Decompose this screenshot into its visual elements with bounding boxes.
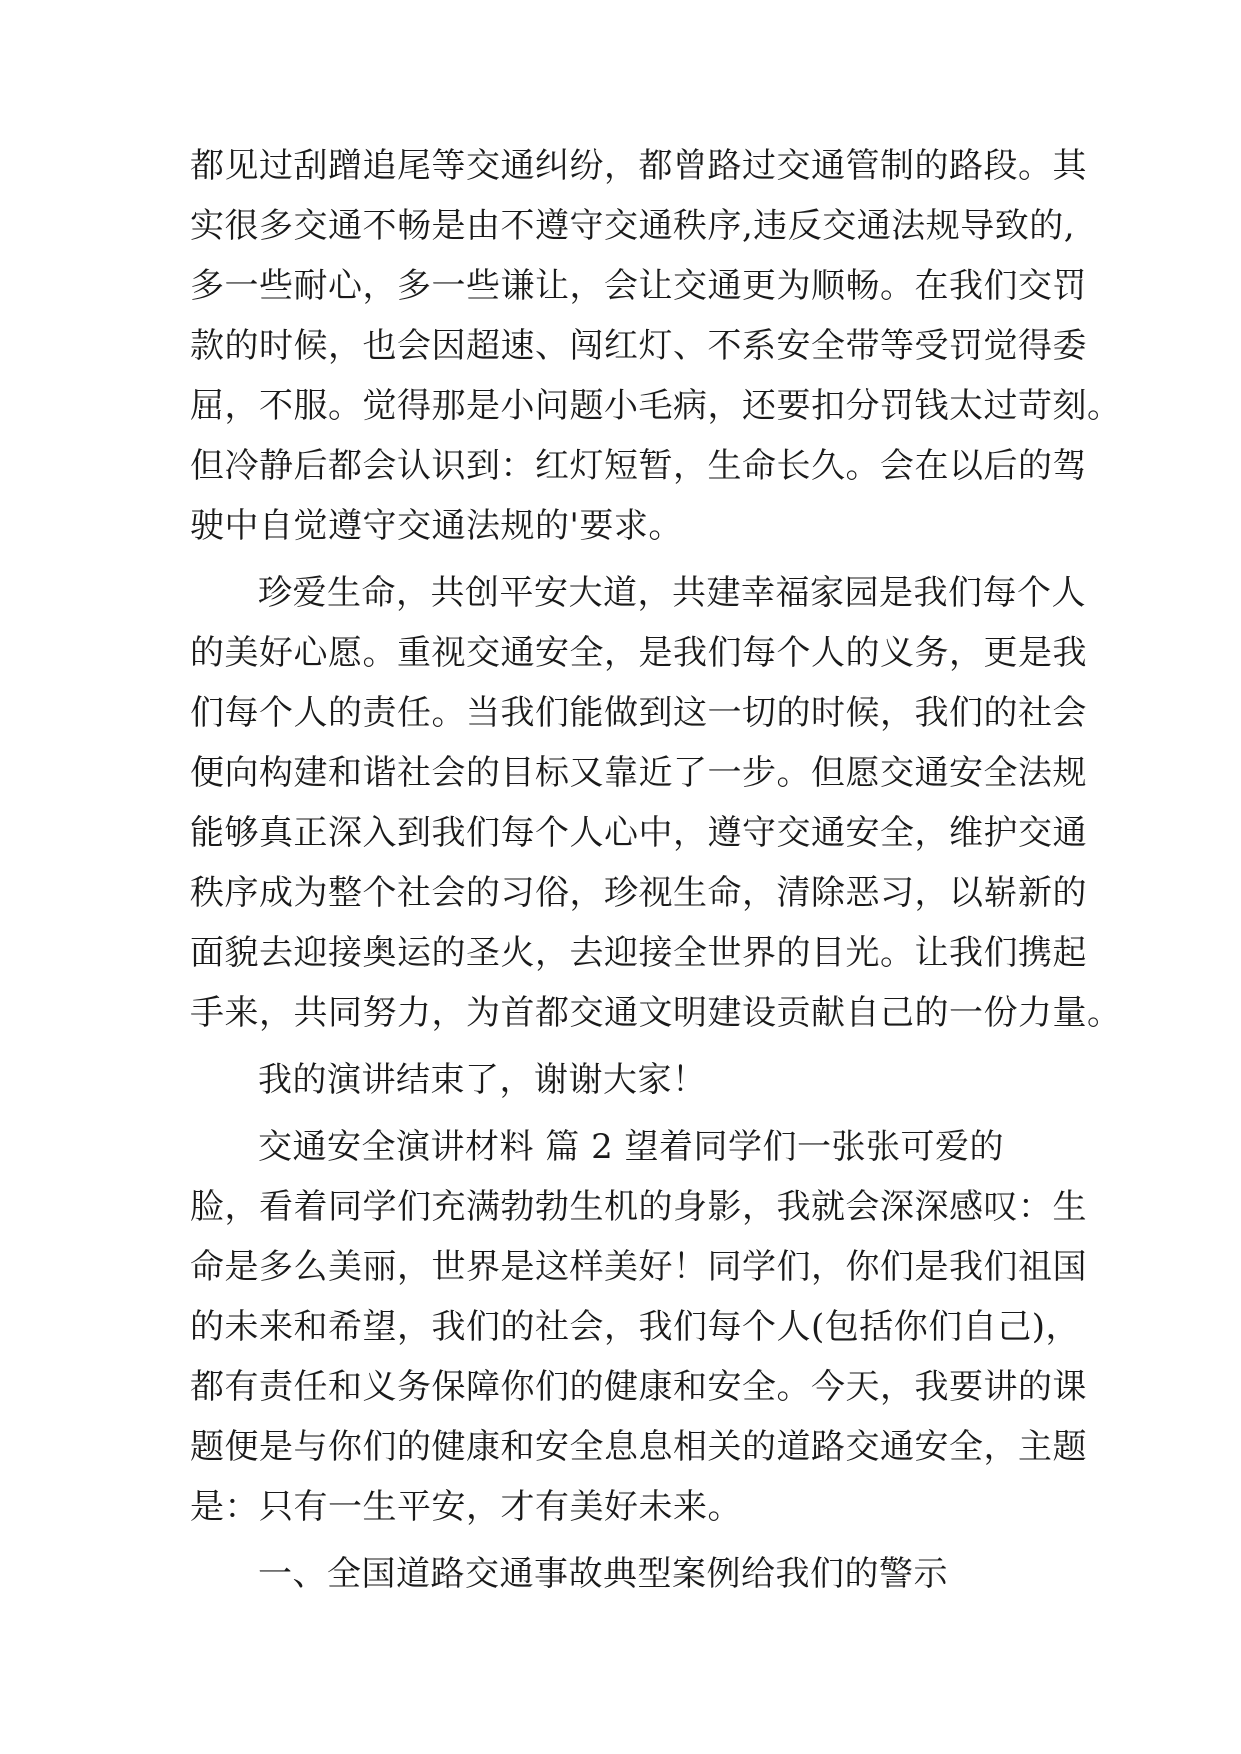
text-line: 是：只有一生平安，才有美好未来。 xyxy=(190,1487,742,1527)
text-line: 的美好心愿。重视交通安全，是我们每个人的义务，更是我 xyxy=(190,633,1087,673)
text-line: 屈，不服。觉得那是小问题小毛病，还要扣分罚钱太过苛刻。 xyxy=(190,386,1122,426)
text-line: 便向构建和谐社会的目标又靠近了一步。但愿交通安全法规 xyxy=(190,753,1087,793)
text-line: 多一些耐心，多一些谦让，会让交通更为顺畅。在我们交罚 xyxy=(190,266,1087,306)
text-line: 命是多么美丽，世界是这样美好！同学们，你们是我们祖国 xyxy=(190,1247,1087,1287)
section-heading-line: 交通安全演讲材料 篇 2 望着同学们一张张可爱的 xyxy=(258,1127,1005,1167)
text-line: 款的时候，也会因超速、闯红灯、不系安全带等受罚觉得委 xyxy=(190,326,1087,366)
text-line: 都见过刮蹭追尾等交通纠纷，都曾路过交通管制的路段。其 xyxy=(190,146,1087,186)
text-line: 们每个人的责任。当我们能做到这一切的时候，我们的社会 xyxy=(190,693,1087,733)
text-line: 秩序成为整个社会的习俗，珍视生命，清除恶习，以崭新的 xyxy=(190,873,1087,913)
text-line: 面貌去迎接奥运的圣火，去迎接全世界的目光。让我们携起 xyxy=(190,933,1087,973)
text-line: 题便是与你们的健康和安全息息相关的道路交通安全，主题 xyxy=(190,1427,1087,1467)
paragraph-start-line: 珍爱生命，共创平安大道，共建幸福家园是我们每个人 xyxy=(258,573,1086,613)
text-line: 手来，共同努力，为首都交通文明建设贡献自己的一份力量。 xyxy=(190,993,1122,1033)
text-line: 驶中自觉遵守交通法规的'要求。 xyxy=(190,506,683,546)
closing-line: 我的演讲结束了，谢谢大家！ xyxy=(258,1060,707,1100)
text-line: 能够真正深入到我们每个人心中，遵守交通安全，维护交通 xyxy=(190,813,1087,853)
text-line: 实很多交通不畅是由不遵守交通秩序,违反交通法规导致的, xyxy=(190,206,1076,246)
text-line: 的未来和希望，我们的社会，我们每个人(包括你们自己)， xyxy=(190,1307,1081,1347)
subheading-line: 一、全国道路交通事故典型案例给我们的警示 xyxy=(258,1554,948,1594)
text-line: 脸，看着同学们充满勃勃生机的身影，我就会深深感叹：生 xyxy=(190,1187,1087,1227)
text-line: 都有责任和义务保障你们的健康和安全。今天，我要讲的课 xyxy=(190,1367,1087,1407)
text-line: 但冷静后都会认识到：红灯短暂，生命长久。会在以后的驾 xyxy=(190,446,1087,486)
